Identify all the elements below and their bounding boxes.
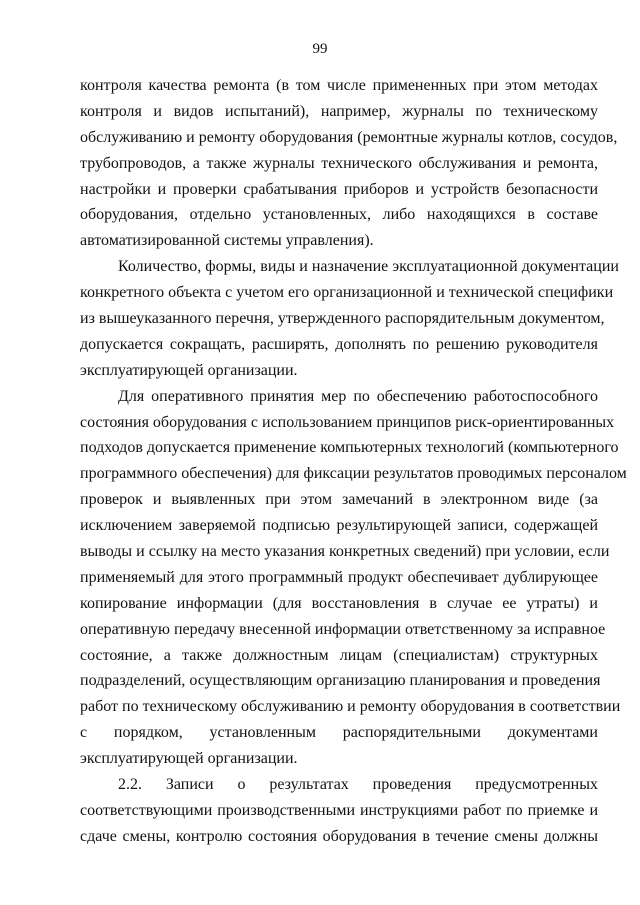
text-line: Количество, формы, виды и назначение эксплуатационной документации <box>118 258 619 276</box>
text-line: применяемый для этого программный продукт обеспечивает дублирующее <box>80 568 598 586</box>
text-line: сдаче смены, контролю состояния оборудования в течение смены должны <box>80 827 598 845</box>
text-line: состояние, а также должностным лицам (специалистам) структурных <box>80 646 598 664</box>
text-line: подразделений, осуществляющим организацию планирования и проведения <box>80 672 601 690</box>
text-line: эксплуатирующей организации. <box>80 361 298 379</box>
text-line: допускается сокращать, расширять, дополнять по решению руководителя <box>80 335 598 353</box>
paragraph-documentation-scope <box>80 254 619 383</box>
text-line: работ по техническому обслуживанию и ремонту оборудования в соответствии <box>80 698 621 716</box>
text-line: с порядком, установленным распорядительными документами <box>80 724 598 742</box>
text-line: контроля качества ремонта (в том числе примененных при этом методах <box>80 77 598 94</box>
text-line: оборудования, отдельно установленных, либо находящихся в составе <box>80 206 598 224</box>
text-line: программного обеспечения) для фиксации результатов проводимых персоналом <box>80 465 627 483</box>
text-line: 2.2. Записи о результатах проведения предусмотренных <box>118 776 598 794</box>
text-line: Для оперативного принятия мер по обеспечению работоспособного <box>118 387 598 405</box>
paragraph-continuation <box>80 73 618 254</box>
paragraph-2-2 <box>80 772 598 850</box>
page-number: 99 <box>312 41 328 57</box>
text-line: соответствующими производственными инструкциями работ по приемке и <box>80 801 598 819</box>
text-line: оперативную передачу внесенной информации ответственному за исправное <box>80 620 606 638</box>
text-line: обслуживанию и ремонту оборудования (ремонтные журналы котлов, сосудов, <box>80 128 618 146</box>
text-line: копирование информации (для восстановления в случае ее утраты) и <box>80 594 598 612</box>
text-line: конкретного объекта с учетом его организационной и технической специфики <box>80 284 614 302</box>
paragraph-computer-technologies <box>80 384 627 772</box>
text-line: контроля и видов испытаний), например, журналы по техническому <box>80 102 598 120</box>
text-line: настройки и проверки срабатывания приборов и устройств безопасности <box>80 180 598 198</box>
text-line: из вышеуказанного перечня, утвержденного распорядительным документом, <box>80 310 605 328</box>
text-line: эксплуатирующей организации. <box>80 750 298 768</box>
text-line: выводы и ссылку на место указания конкретных сведений) при условии, если <box>80 543 610 561</box>
text-line: исключением заверяемой подписью результирующей записи, содержащей <box>80 517 598 535</box>
text-line: трубопроводов, а также журналы технического обслуживания и ремонта, <box>80 154 598 172</box>
page-body <box>80 73 627 850</box>
text-line: автоматизированной системы управления). <box>80 232 374 250</box>
text-line: проверок и выявленных при этом замечаний в электронном виде (за <box>80 491 598 509</box>
text-line: подходов допускается применение компьютерных технологий (компьютерного <box>80 439 619 457</box>
text-line: состояния оборудования с использованием принципов риск-ориентированных <box>80 413 615 431</box>
